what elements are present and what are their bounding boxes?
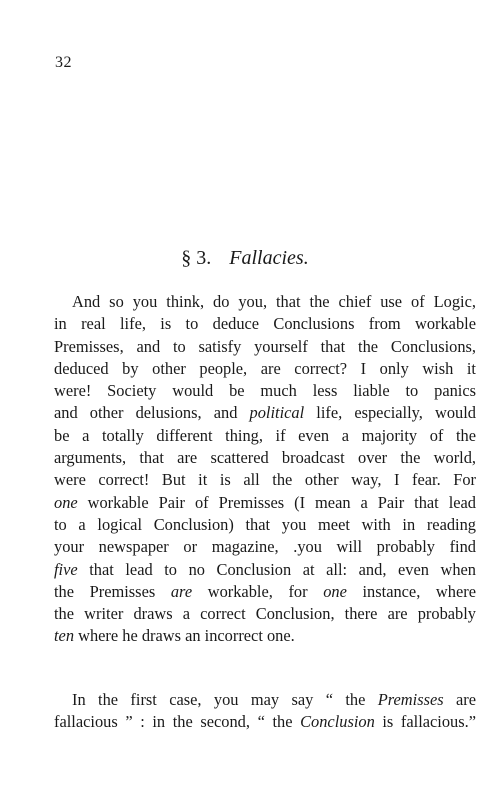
section-marker: § 3.	[181, 247, 212, 269]
text-line: Premisses, and to satisfy yourself that the Conclusions,	[54, 336, 476, 356]
text-line: your newspaper or magazine, .you will probably find	[54, 537, 476, 557]
paragraph-1	[54, 291, 476, 648]
text-line: in real life, is to deduce Conclusions from workable	[54, 314, 476, 334]
text-line: arguments, that are scattered broadcast over the world,	[54, 448, 476, 468]
text-line: In the first case, you may say “ the Premisses are	[72, 690, 476, 709]
text-line: fallacious ” : in the second, “ the Conclusion is fallacious.”	[54, 712, 476, 732]
section-heading	[0, 247, 490, 270]
paragraph-2	[54, 689, 476, 734]
text-line: were! Society would be much less liable to panics	[54, 381, 476, 401]
text-line: and other delusions, and political life, especially, would	[54, 403, 476, 423]
text-line: one workable Pair of Premisses (I mean a Pair that lead	[54, 492, 476, 512]
text-line: the Premisses are workable, for one instance, where	[54, 581, 476, 601]
text-line: be a totally different thing, if even a majority of the	[54, 425, 476, 445]
text-line: to a logical Conclusion) that you meet with in reading	[54, 514, 476, 534]
page-number: 32	[55, 54, 72, 71]
section-title: Fallacies.	[229, 247, 309, 269]
text-line: were correct! But it is all the other way, I fear. For	[54, 470, 476, 490]
text-line: And so you think, do you, that the chief use of Logic,	[72, 292, 476, 311]
text-line: five that lead to no Conclusion at all: and, even when	[54, 559, 476, 579]
text-line: the writer draws a correct Conclusion, there are probably	[54, 604, 476, 624]
text-line: ten where he draws an incorrect one.	[54, 626, 295, 646]
text-line: deduced by other people, are correct? I only wish it	[54, 358, 476, 378]
